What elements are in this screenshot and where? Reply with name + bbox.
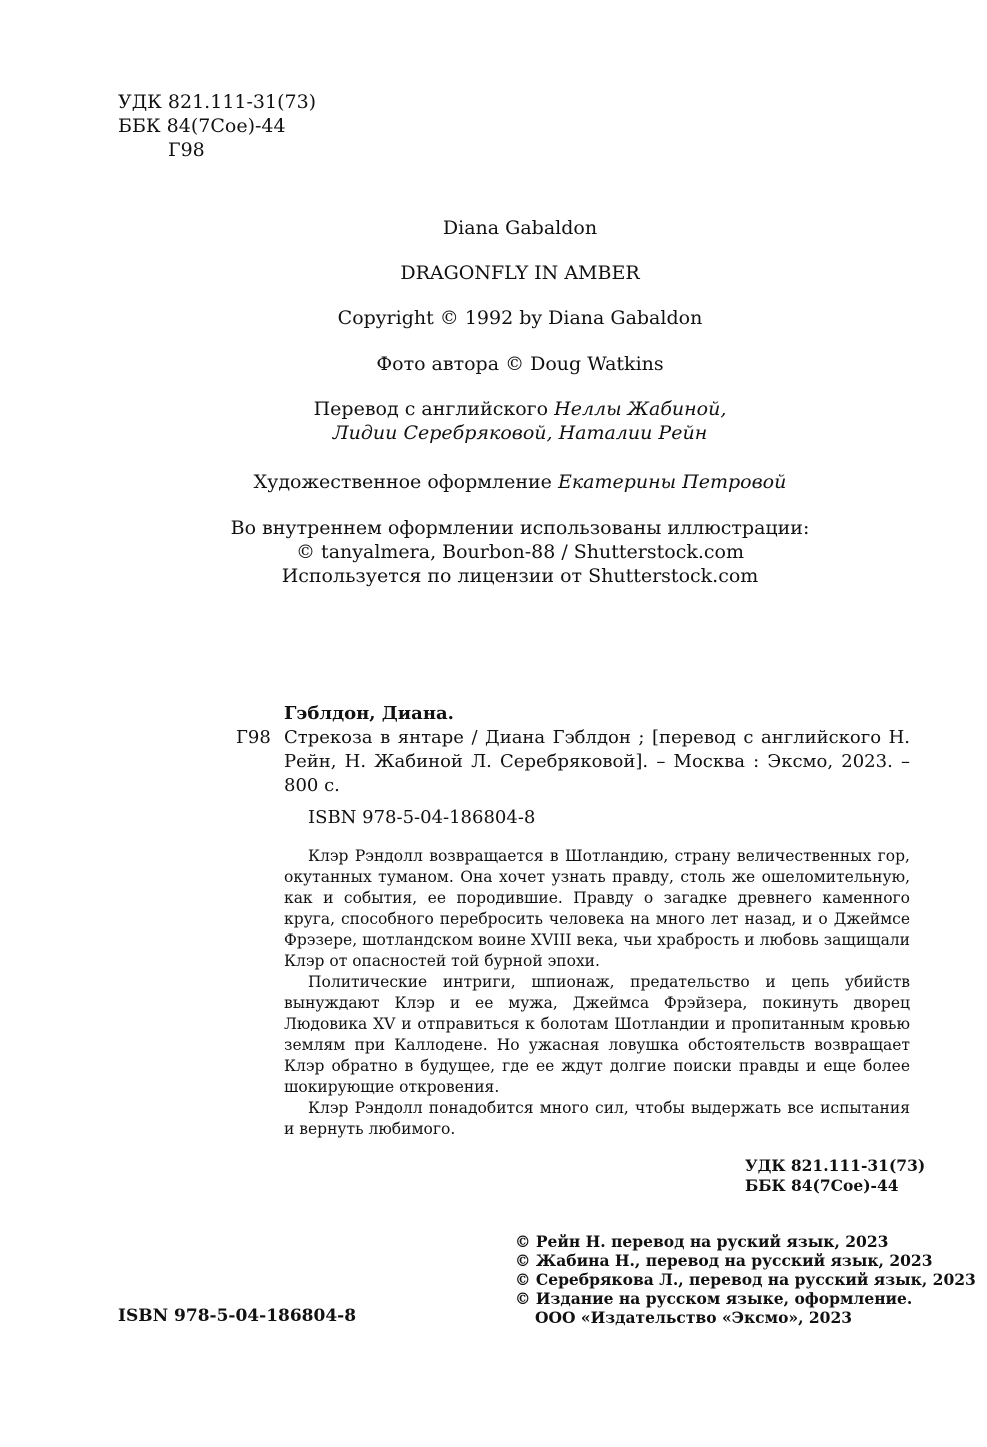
record-isbn: ISBN 978-5-04-186804-8 (308, 807, 536, 828)
copyright-line: © Жабина Н., перевод на русский язык, 2023 (515, 1251, 933, 1270)
annotation-paragraph: Клэр Рэндолл возвращается в Шотландию, страну величественных гор, окутанных туманом. Она хочет узнать правду, столь же ошеломительную, как и события, ее породившие. Правду о загадке древнего каменного круга, способного перебросить человека на много лет назад, и о Джеймсе Фрэзере, шотландском воине XVIII века, чьи храбрость и любовь защищали Клэр от опасностей той бурной эпохи. (284, 847, 910, 970)
designer-name: Екатерины Петровой (557, 471, 787, 493)
translation-credit: Перевод с английского Неллы Жабиной, Лидии Серебряковой, Наталии Рейн (313, 398, 727, 444)
bbk-code: ББК 84(7Сое)-44 (118, 115, 286, 137)
original-author: Diana Gabaldon (442, 217, 598, 239)
translators-first: Неллы Жабиной, (554, 398, 727, 420)
author-mark: Г98 (168, 139, 205, 161)
annotation (284, 846, 910, 1140)
udk-code: УДК 821.111-31(73) (745, 1156, 926, 1175)
copyright-line: © Издание на русском языке, оформление. (515, 1289, 913, 1308)
copyright-line: © Серебрякова Л., перевод на русский язык, 2023 (515, 1270, 976, 1289)
bbk-code: ББК 84(7Сое)-44 (745, 1176, 899, 1195)
record-author-heading: Гэблдон, Диана. (284, 703, 454, 724)
original-title: DRAGONFLY IN AMBER (400, 262, 640, 284)
copyright-notices (515, 1232, 976, 1327)
record-author-mark: Г98 (236, 727, 271, 748)
photo-credit: Фото автора © Doug Watkins (376, 353, 664, 375)
annotation-paragraph: Политические интриги, шпионаж, предательство и цепь убийств вынуждают Клэр и ее мужа, Джеймса Фрэйзера, покинуть дворец Людовика XV и отправиться к болотам Шотландии и пропитанным кровью землям при Каллодене. Но ужасная ловушка обстоятельств возвращает Клэр обратно в будущее, где ее ждут долгие поиски правды и еще более шокирующие откровения. (284, 973, 910, 1096)
top-classification-codes (118, 90, 316, 162)
copyright-line: © Рейн Н. перевод на руский язык, 2023 (515, 1232, 889, 1251)
annotation-classification-codes (745, 1156, 925, 1196)
design-credit: Художественное оформление Екатерины Петровой (253, 471, 787, 493)
translators-second: Лидии Серебряковой, Наталии Рейн (332, 422, 708, 444)
illustrations-credit: Во внутреннем оформлении использованы иллюстрации: © tanyalmera, Bourbon-88 / Shutterstock.com Используется по лицензии от Shutterstock.com (230, 517, 810, 587)
udk-code: УДК 821.111-31(73) (118, 91, 317, 113)
original-copyright: Copyright © 1992 by Diana Gabaldon (337, 307, 703, 329)
record-description: Стрекоза в янтаре / Диана Гэблдон ; [перевод с английского Н. Рейн, Н. Жабиной Л. Серебряковой]. – Москва : Эксмо, 2023. – 800 с. (284, 727, 910, 796)
copyright-line: ООО «Издательство «Эксмо», 2023 (535, 1308, 853, 1327)
annotation-paragraph: Клэр Рэндолл понадобится много сил, чтобы выдержать все испытания и вернуть любимого. (284, 1099, 910, 1138)
bibliographic-record (236, 702, 910, 830)
isbn-footer: ISBN 978-5-04-186804-8 (118, 1306, 357, 1326)
